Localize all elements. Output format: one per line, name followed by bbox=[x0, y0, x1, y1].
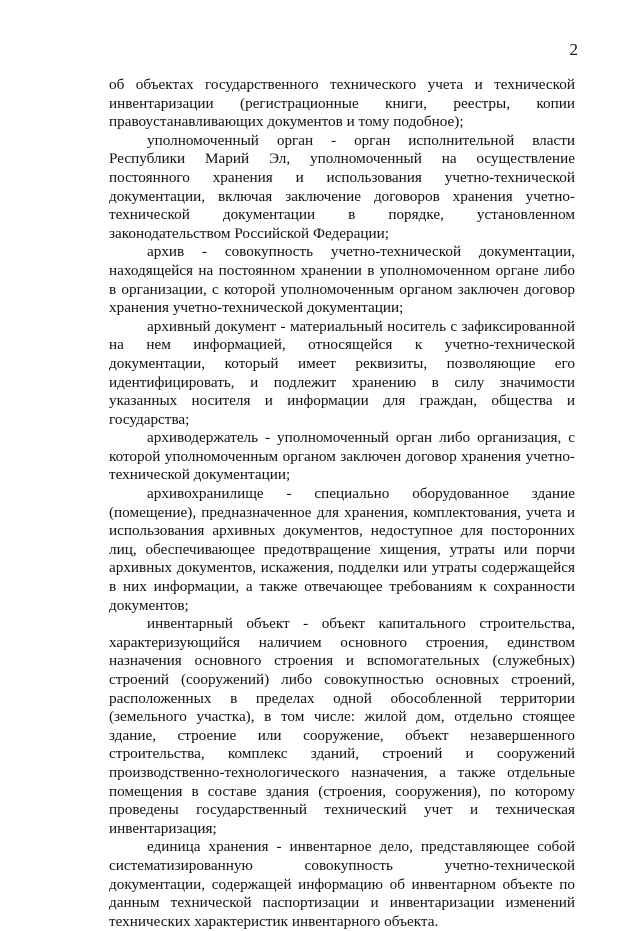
definition-archive: архив - совокупность учетно-технической документации, находящейся на постоянном хранении в уполномоченном органе либо в организации, с которой уполномоченным органом заключен договор хранения учетно-технической документации; bbox=[109, 243, 575, 317]
definition-storage-unit: единица хранения - инвентарное дело, представляющее собой систематизированную совокупность учетно-технической документации, содержащей информацию об инвентарном объекте по данным технической паспортизации и инвентаризации изменений технических характеристик инвентарного объекта. bbox=[109, 838, 575, 930]
paragraph-continuation: об объектах государственного технического учета и технической инвентаризации (регистрационные книги, реестры, копии правоустанавливающих документов и тому подобное); bbox=[109, 76, 575, 131]
document-body bbox=[109, 76, 575, 931]
definition-archival-document: архивный документ - материальный носитель с зафиксированной на нем информацией, относящейся к учетно-технической документации, который имеет реквизиты, позволяющие его идентифицировать, и подлежит хранению в силу значимости указанных носителя и информации для граждан, общества и государства; bbox=[109, 317, 575, 428]
page-number: 2 bbox=[569, 40, 578, 59]
definition-archive-holder: архиводержатель - уполномоченный орган либо организация, с которой уполномоченным органом заключен договор хранения учетно-технической документации; bbox=[109, 429, 575, 484]
definition-authorized-body: уполномоченный орган - орган исполнительной власти Республики Марий Эл, уполномоченный на осуществление постоянного хранения и использования учетно-технической документации, включая заключение договоров хранения учетно-технической документации в порядке, установленном законодательством Российской Федерации; bbox=[109, 131, 575, 242]
definition-inventory-object: инвентарный объект - объект капитального строительства, характеризующийся наличием основного строения, единством назначения основного строения и вспомогательных (служебных) строений (сооружений) либо совокупностью основных строений, расположенных в пределах одной обособленной территории (земельного участка), в том числе: жилой дом, отдельно стоящее здание, строение или сооружение, объект незавершенного строительства, комплекс зданий, строений и сооружений производственно-технологического назначения, а также отдельные помещения в составе здания (строения, сооружения), по которому проведены государственный технический учет и техническая инвентаризация; bbox=[109, 615, 575, 837]
definition-archive-storage: архивохранилище - специально оборудованное здание (помещение), предназначенное для хранения, комплектования, учета и использования архивных документов, недоступное для посторонних лиц, обеспечивающее предотвращение хищения, утраты или порчи архивных документов, искажения, подделки или утраты содержащейся в них информации, а также отвечающее требованиям к сохранности документов; bbox=[109, 485, 575, 614]
